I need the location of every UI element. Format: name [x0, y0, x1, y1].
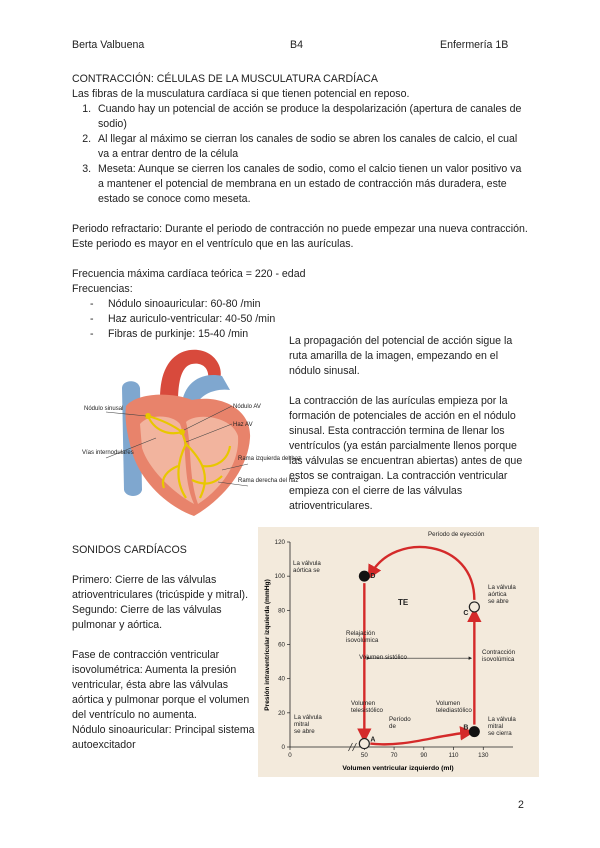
annotation-line: se abre: [294, 728, 315, 735]
segment-filling: [370, 733, 467, 745]
label-internodal: Vías internodulares: [82, 450, 134, 456]
point-a: [359, 739, 369, 749]
header-author: Berta Valbuena: [72, 39, 145, 51]
section-contraction: [72, 72, 530, 342]
max-frequency-text: Frecuencia máxima cardíaca teórica = 220 - edad: [72, 268, 306, 280]
list-item: - Fibras de purkinje: 15-40 /min: [72, 327, 530, 342]
label-left-branch: Rama izquierda del haz: [238, 456, 302, 462]
x-tick-label: 130: [478, 752, 489, 759]
y-tick-label: 60: [278, 641, 285, 649]
chart-annotations: [293, 531, 516, 737]
annotation-line: Relajación: [346, 630, 375, 637]
point-label-b: B: [463, 724, 469, 732]
annotation-line: La válvula: [293, 560, 321, 567]
annotation-line: telesistólico: [351, 707, 383, 714]
point-label-c: C: [463, 609, 469, 617]
label-av-bundle: Haz AV: [233, 422, 253, 428]
x-tick-label: 50: [360, 752, 368, 759]
annotation-mitral-close: [488, 716, 516, 737]
heart-text-paragraph: La contracción de las aurículas empieza por la formación de potenciales de acción en el nódulo sinusal. Esta contracción termina de llenar los ventrículos (ya están parcialmente llenos porque las válvulas se encuentran abiertas) antes de que estos se contraigan. La contracción ventricular empieza con el cierre de las válvulas atrioventriculares.: [289, 395, 523, 512]
refractory-text: Periodo refractario: Durante el periodo de contracción no puede empezar una nueva contracción. Este periodo es mayor en el ventrículo que en las aurículas.: [72, 223, 528, 250]
annotation-line: isovolúmica: [482, 656, 515, 663]
heart-conduction-figure: [82, 340, 302, 520]
x-axis-label: Volumen ventricular izquierdo (ml): [342, 765, 454, 772]
annotation-line: se cierra: [488, 730, 512, 737]
y-tick-label: 120: [274, 539, 285, 546]
list-item: 3. Meseta: Aunque se cierren los canales de sodio, como el calcio tienen un valor positivo va a mantener el potencial de membrana en un estado de contracción más duradera, este estado se conoce como meseta.: [94, 162, 530, 207]
annotation-te: TE: [398, 598, 409, 607]
list-item: 1. Cuando hay un potencial de acción se produce la despolarización (apertura de canales de sodio): [94, 102, 530, 132]
annotation-line: La válvula: [488, 716, 516, 723]
annotation-line: Contracción: [482, 649, 516, 656]
annotation-line: telediastólico: [436, 707, 472, 714]
y-tick-label: 100: [274, 573, 285, 581]
header-course: Enfermería 1B: [440, 39, 509, 51]
label-sinus-node: Nódulo sinusal: [84, 406, 124, 412]
annotation-line: aórtica: [488, 591, 507, 598]
pv-loop: [359, 547, 480, 749]
point-b: [469, 726, 480, 737]
page-number: 2: [518, 799, 524, 811]
annotation-line: La válvula: [488, 584, 516, 591]
annotation-line: mitral: [488, 723, 504, 730]
annotation-line: se abre: [488, 598, 509, 605]
annotation-line: La válvula: [294, 714, 322, 721]
annotation-line: mitral: [294, 721, 310, 728]
x-tick-label: 90: [420, 752, 428, 759]
annotation-aortic-open: [488, 584, 516, 605]
annotation-line: de: [389, 723, 396, 730]
y-axis-label: Presión intraventricular izquierda (mmHg): [264, 579, 271, 711]
annotation-edv: [436, 700, 472, 714]
annotation-mitral-open: [294, 714, 322, 735]
label-right-branch: Rama derecha del haz: [238, 478, 299, 484]
list-item: 2. Al llegar al máximo se cierran los canales de sodio se abren los canales de calcio, el cual va a entrar dentro de la célula: [94, 132, 530, 162]
sound-second: Segundo: Cierre de las válvulas pulmonar y aórtica.: [72, 604, 222, 631]
section-title: SONIDOS CARDÍACOS: [72, 544, 187, 556]
pressure-volume-chart: [258, 527, 539, 777]
isovolumetric-text: Fase de contracción ventricular isovolumétrica: Aumenta la presión ventricular, ésta abre las válvulas aórtica y pulmonar porque el volumen del ventrículo no aumenta.: [72, 649, 250, 721]
list-item: - Nódulo sinoauricular: 60-80 /min: [72, 297, 530, 312]
sinoatrial-text: Nódulo sinoauricular: Principal sistema autoexcitador: [72, 724, 255, 751]
annotation-line: aórtica se: [293, 567, 320, 574]
point-label-a: A: [370, 736, 376, 744]
heart-explanation: [289, 334, 529, 514]
annotation-contraction: [482, 649, 516, 663]
label-av-node: Nódulo AV: [233, 404, 261, 410]
annotation-line: Período: [389, 716, 411, 723]
heart-text-paragraph: La propagación del potencial de acción sigue la ruta amarilla de la imagen, empezando en el nódulo sinusal.: [289, 335, 513, 377]
annotation-ejection: Período de eyección: [428, 531, 485, 538]
y-tick-label: 40: [278, 675, 285, 683]
list-item: - Haz auriculo-ventricular: 40-50 /min: [72, 312, 530, 327]
steps-list: [72, 102, 530, 207]
section-title: CONTRACCIÓN: CÉLULAS DE LA MUSCULATURA CARDÍACA: [72, 73, 378, 85]
x-tick-label: 70: [390, 752, 398, 759]
header-group: B4: [290, 39, 303, 51]
y-tick-label: 20: [278, 709, 285, 717]
intro-text: Las fibras de la musculatura cardíaca si que tienen potencial en reposo.: [72, 88, 410, 100]
annotation-esv: [351, 700, 384, 714]
annotation-aortic-close: [293, 560, 321, 574]
annotation-line: Volumen: [436, 700, 461, 707]
point-label-d: D: [370, 573, 376, 581]
annotation-filling: [389, 716, 411, 730]
segment-ejection: [371, 547, 474, 600]
y-tick-label: 80: [278, 607, 285, 615]
frequencies-label: Frecuencias:: [72, 283, 133, 295]
point-d: [359, 571, 370, 582]
x-tick-label: 110: [448, 752, 459, 759]
annotation-systolic: Volumen sistólico: [359, 654, 407, 661]
sound-first: Primero: Cierre de las válvulas atrioventriculares (tricúspide y mitral).: [72, 574, 249, 601]
point-c: [469, 602, 479, 612]
annotation-line: Volumen: [351, 700, 376, 707]
section-sounds: [72, 543, 257, 753]
annotation-line: isovolúmica: [346, 637, 379, 644]
x-tick-label: 0: [288, 752, 292, 759]
y-tick-label: 0: [281, 744, 285, 751]
annotation-relax: [346, 630, 379, 644]
